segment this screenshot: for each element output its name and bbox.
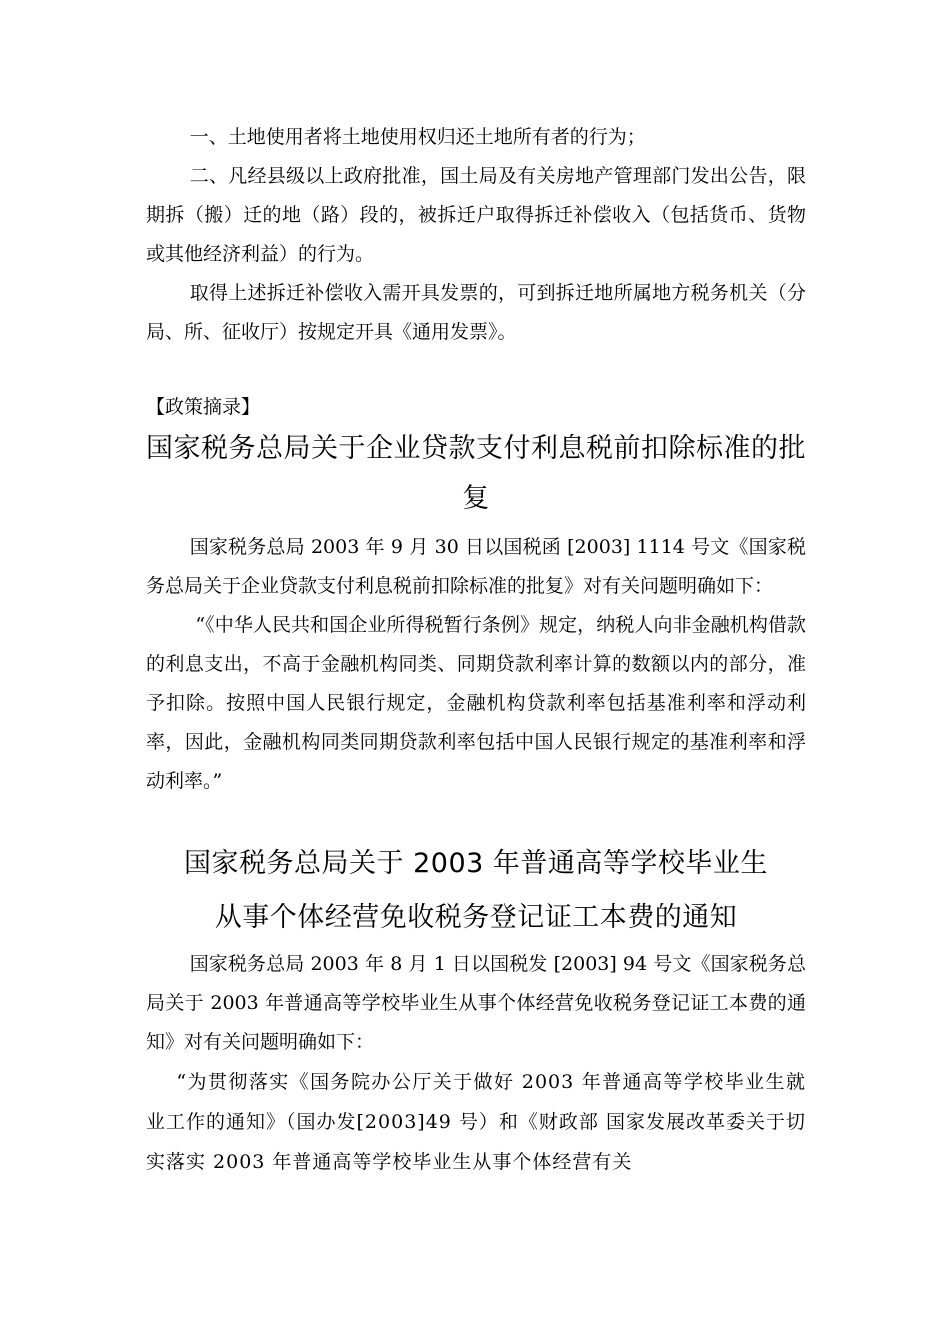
article-1-quote: “《中华人民共和国企业所得税暂行条例》规定，纳税人向非金融机构借款的利息支出，不高于金融机构同类、同期贷款利率计算的数额以内的部分，准予扣除。按照中国人民银行规定，金融机构贷款利率包括基准利率和浮动利率，因此，金融机构同类同期贷款利率包括中国人民银行规定的基准利率和浮动利率。” [146,614,806,792]
article-2-paragraph-1: 国家税务总局 2003 年 8 月 1 日以国税发 [2003] 94 号文《国家税务总局关于 2003 年普通高等学校毕业生从事个体经营免收税务登记证工本费的通知》对有关问题明确如下： [146,953,806,1053]
article-2-title-line-2: 从事个体经营免收税务登记证工本费的通知 [214,902,738,933]
article-1-title: 国家税务总局关于企业贷款支付利息税前扣除标准的批复 [146,433,806,514]
section-tag: 【政策摘录】 [146,396,261,418]
intro-paragraph-1: 一、土地使用者将土地使用权归还土地所有者的行为； [189,126,646,148]
article-2-title [146,837,806,945]
article-2-quote: “为贯彻落实《国务院办公厅关于做好 2003 年普通高等学校毕业生就业工作的通知》（国办发[2003]49 号）和《财政部 国家发展改革委关于切实落实 2003 年普通高等学校毕业生从事个体经营有关 [146,1071,806,1173]
article-1-paragraph-1: 国家税务总局 2003 年 9 月 30 日以国税函 [2003] 1114 号文《国家税务总局关于企业贷款支付利息税前扣除标准的批复》对有关问题明确如下： [146,536,806,597]
intro-paragraph-2: 二、凡经县级以上政府批准，国土局及有关房地产管理部门发出公告，限期拆（搬）迁的地（路）段的，被拆迁户取得拆迁补偿收入（包括货币、货物或其他经济利益）的行为。 [146,165,806,265]
article-2-title-line-1: 国家税务总局关于 2003 年普通高等学校毕业生 [184,848,768,879]
document-page [146,118,806,1182]
intro-paragraph-3: 取得上述拆迁补偿收入需开具发票的，可到拆迁地所属地方税务机关（分局、所、征收厅）按规定开具《通用发票》。 [146,282,806,343]
